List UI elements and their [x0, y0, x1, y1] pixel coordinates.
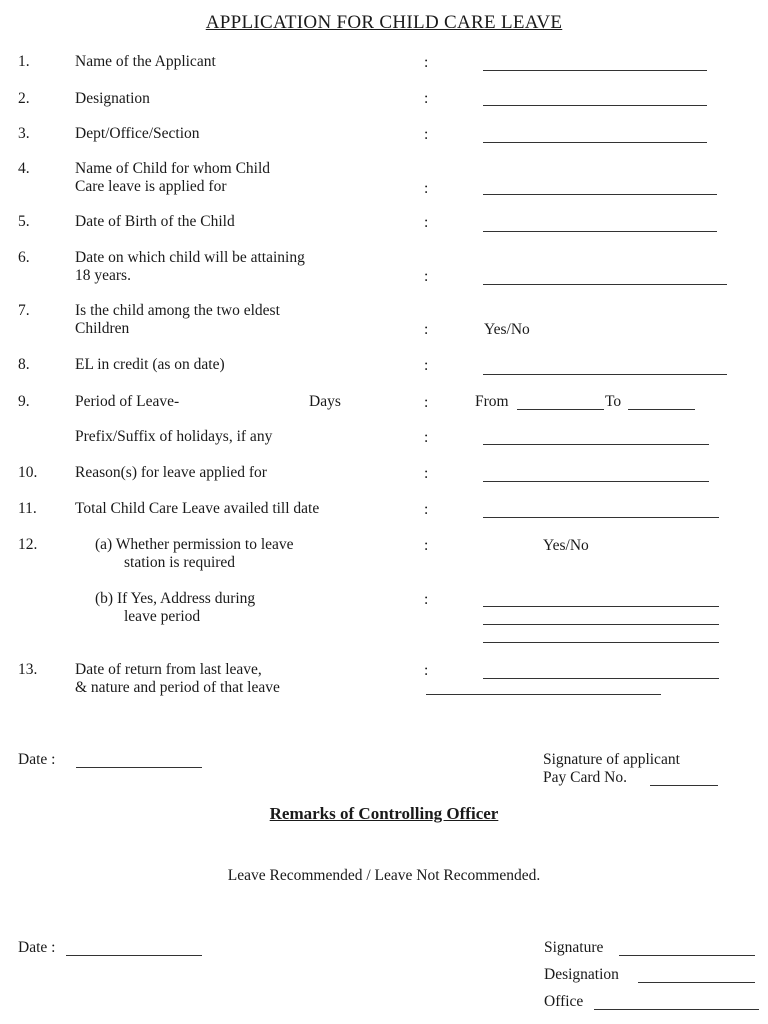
- remarks-date-label: Date :: [18, 939, 56, 956]
- to-label: To: [605, 393, 622, 410]
- item-label-line1: (a) Whether permission to leave: [95, 536, 294, 553]
- colon: :: [424, 357, 429, 374]
- item-number: 3.: [18, 125, 30, 142]
- item-label: Designation: [75, 90, 150, 107]
- item-label-line1: (b) If Yes, Address during: [95, 590, 256, 607]
- item-label-line1: Date of return from last leave,: [75, 661, 262, 678]
- item-number: 2.: [18, 90, 30, 107]
- answer-line-name[interactable]: [483, 70, 707, 71]
- item-label: Total Child Care Leave availed till date: [75, 500, 320, 517]
- to-date-line[interactable]: [628, 409, 695, 410]
- answer-line-el-credit[interactable]: [483, 374, 727, 375]
- colon: :: [424, 180, 429, 197]
- colon: :: [424, 214, 429, 231]
- colon: :: [424, 465, 429, 482]
- item-number: 5.: [18, 213, 30, 230]
- date-line[interactable]: [76, 767, 202, 768]
- colon: :: [424, 268, 429, 285]
- answer-line-designation[interactable]: [483, 105, 707, 106]
- answer-line-total-leave[interactable]: [483, 517, 719, 518]
- answer-line-prefix-suffix[interactable]: [483, 444, 709, 445]
- answer-line-return-date[interactable]: [483, 678, 719, 679]
- answer-line-child-name[interactable]: [483, 194, 717, 195]
- item-label: Date of Birth of the Child: [75, 213, 235, 230]
- item-label: Period of Leave-: [75, 393, 180, 410]
- recommendation-text[interactable]: Leave Recommended / Leave Not Recommended.: [227, 867, 541, 884]
- item-label: Dept/Office/Section: [75, 125, 200, 142]
- item-label-line2: 18 years.: [75, 267, 131, 284]
- item-label: EL in credit (as on date): [75, 356, 225, 373]
- colon: :: [424, 54, 429, 71]
- form-title: APPLICATION FOR CHILD CARE LEAVE: [205, 12, 563, 33]
- designation-label: Designation: [544, 966, 619, 983]
- pay-card-label: Pay Card No.: [543, 769, 627, 786]
- days-label: Days: [309, 393, 341, 410]
- item-label: Reason(s) for leave applied for: [75, 464, 267, 481]
- signature-line[interactable]: [619, 955, 755, 956]
- colon: :: [424, 321, 429, 338]
- item-label-line2: & nature and period of that leave: [75, 679, 280, 696]
- item-label: Prefix/Suffix of holidays, if any: [75, 428, 273, 445]
- yes-no-option[interactable]: Yes/No: [484, 321, 530, 338]
- pay-card-line[interactable]: [650, 785, 718, 786]
- item-label-line1: Date on which child will be attaining: [75, 249, 305, 266]
- item-label-line1: Is the child among the two eldest: [75, 302, 280, 319]
- colon: :: [424, 591, 429, 608]
- item-number: 4.: [18, 160, 30, 177]
- item-label-line2: leave period: [124, 608, 201, 625]
- item-label-line2: station is required: [124, 554, 236, 571]
- answer-line-nature-period[interactable]: [426, 694, 661, 695]
- item-label-line2: Care leave is applied for: [75, 178, 227, 195]
- date-label: Date :: [18, 751, 56, 768]
- colon: :: [424, 662, 429, 679]
- item-number: 13.: [18, 661, 38, 678]
- item-number: 11.: [18, 500, 37, 517]
- answer-line-reason[interactable]: [483, 481, 709, 482]
- remarks-title: Remarks of Controlling Officer: [269, 804, 499, 823]
- item-label-line1: Name of Child for whom Child: [75, 160, 271, 177]
- address-line-1[interactable]: [483, 606, 719, 607]
- office-line[interactable]: [594, 1009, 759, 1010]
- item-number: 9.: [18, 393, 30, 410]
- colon: :: [424, 90, 429, 107]
- signature-of-applicant: Signature of applicant: [543, 751, 680, 768]
- colon: :: [424, 429, 429, 446]
- colon: :: [424, 537, 429, 554]
- answer-line-18-years[interactable]: [483, 284, 727, 285]
- colon: :: [424, 394, 429, 411]
- from-date-line[interactable]: [517, 409, 604, 410]
- remarks-date-line[interactable]: [66, 955, 202, 956]
- item-number: 1.: [18, 53, 30, 70]
- colon: :: [424, 126, 429, 143]
- item-label-line2: Children: [75, 320, 130, 337]
- designation-line[interactable]: [638, 982, 755, 983]
- answer-line-dob[interactable]: [483, 231, 717, 232]
- address-line-3[interactable]: [483, 642, 719, 643]
- item-number: 8.: [18, 356, 30, 373]
- signature-label: Signature: [544, 939, 604, 956]
- office-label: Office: [544, 993, 584, 1010]
- item-number: 6.: [18, 249, 30, 266]
- from-label: From: [475, 393, 509, 410]
- item-number: 12.: [18, 536, 38, 553]
- item-label: Name of the Applicant: [75, 53, 216, 70]
- yes-no-option[interactable]: Yes/No: [543, 537, 589, 554]
- address-line-2[interactable]: [483, 624, 719, 625]
- item-number: 10.: [18, 464, 38, 481]
- item-number: 7.: [18, 302, 30, 319]
- colon: :: [424, 501, 429, 518]
- answer-line-dept[interactable]: [483, 142, 707, 143]
